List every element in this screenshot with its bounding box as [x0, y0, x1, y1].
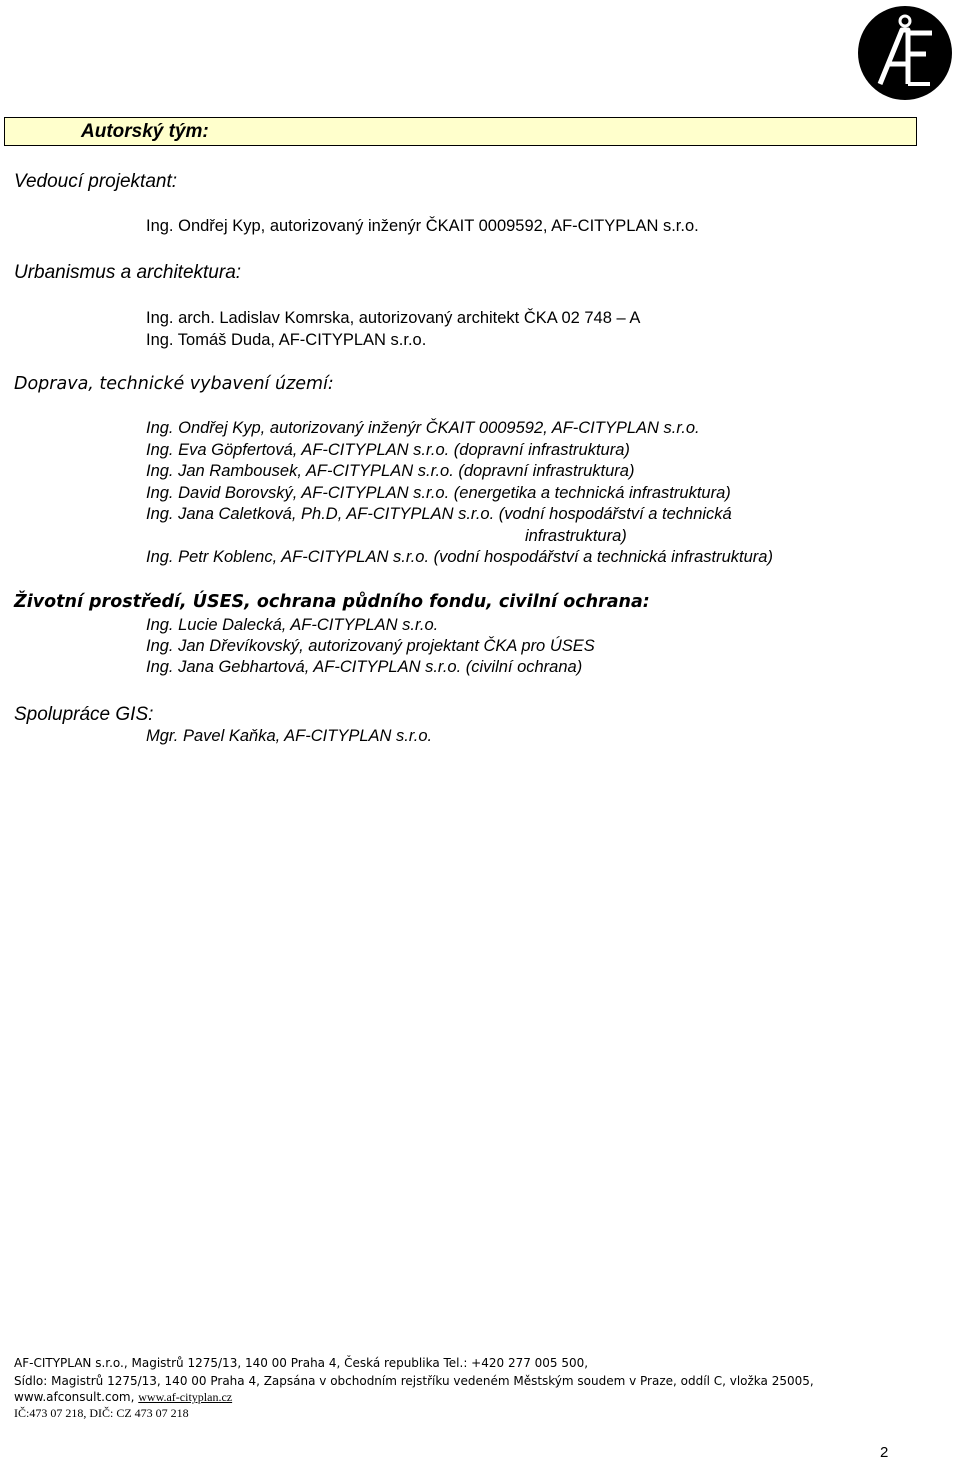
page-title: Autorský tým:	[81, 121, 209, 142]
link-afconsult[interactable]: www.afconsult.com	[14, 1390, 131, 1404]
page-number: 2	[880, 1444, 889, 1461]
list-item: Ing. Ondřej Kyp, autorizovaný inženýr ČKAIT 0009592, AF-CITYPLAN s.r.o.	[146, 419, 700, 437]
list-item: Ing. Ondřej Kyp, autorizovaný inženýr ČKAIT 0009592, AF-CITYPLAN s.r.o.	[146, 217, 699, 235]
footer-registration: Sídlo: Magistrů 1275/13, 140 00 Praha 4, Zapsána v obchodním rejstříku vedeném Městským soudem v Praze, oddíl C, vložka 25005,	[14, 1374, 814, 1388]
list-item: Ing. Tomáš Duda, AF-CITYPLAN s.r.o.	[146, 331, 427, 349]
section-title-gis: Spolupráce GIS:	[14, 704, 154, 725]
list-item: Ing. Jana Gebhartová, AF-CITYPLAN s.r.o. (civilní ochrana)	[146, 658, 583, 676]
list-item: Ing. David Borovský, AF-CITYPLAN s.r.o. (energetika a technická infrastruktura)	[146, 484, 731, 502]
section-title-doprava: Doprava, technické vybavení území:	[14, 374, 334, 394]
section-title-zivotni: Životní prostředí, ÚSES, ochrana půdního fondu, civilní ochrana:	[14, 592, 650, 612]
list-item: Mgr. Pavel Kaňka, AF-CITYPLAN s.r.o.	[146, 727, 433, 745]
footer-address: AF-CITYPLAN s.r.o., Magistrů 1275/13, 140 00 Praha 4, Česká republika Tel.: +420 277 005 500,	[14, 1356, 589, 1370]
list-item: Ing. Jana Caletková, Ph.D, AF-CITYPLAN s.r.o. (vodní hospodářství a technická	[146, 505, 732, 523]
list-item: Ing. Jan Dřevíkovský, autorizovaný projektant ČKA pro ÚSES	[146, 637, 595, 655]
footer-links: www.afconsult.com, www.af-cityplan.cz	[14, 1390, 233, 1404]
footer-ic-dic: IČ:473 07 218, DIČ: CZ 473 07 218	[14, 1406, 189, 1420]
list-item: Ing. Jan Rambousek, AF-CITYPLAN s.r.o. (dopravní infrastruktura)	[146, 462, 635, 480]
list-item: Ing. Eva Göpfertová, AF-CITYPLAN s.r.o. (dopravní infrastruktura)	[146, 441, 630, 459]
section-title-urbanismus: Urbanismus a architektura:	[14, 262, 242, 283]
af-logo	[856, 4, 954, 102]
link-af-cityplan[interactable]: www.af-cityplan.cz	[138, 1390, 233, 1404]
af-logo-mark	[856, 4, 954, 102]
section-title-vedouci: Vedoucí projektant:	[14, 171, 178, 192]
list-item-continuation: infrastruktura)	[525, 527, 627, 545]
list-item: Ing. Petr Koblenc, AF-CITYPLAN s.r.o. (vodní hospodářství a technická infrastruktura)	[146, 548, 773, 566]
list-item: Ing. Lucie Dalecká, AF-CITYPLAN s.r.o.	[146, 616, 439, 634]
header-banner	[4, 117, 917, 146]
list-item: Ing. arch. Ladislav Komrska, autorizovaný architekt ČKA 02 748 – A	[146, 309, 641, 327]
